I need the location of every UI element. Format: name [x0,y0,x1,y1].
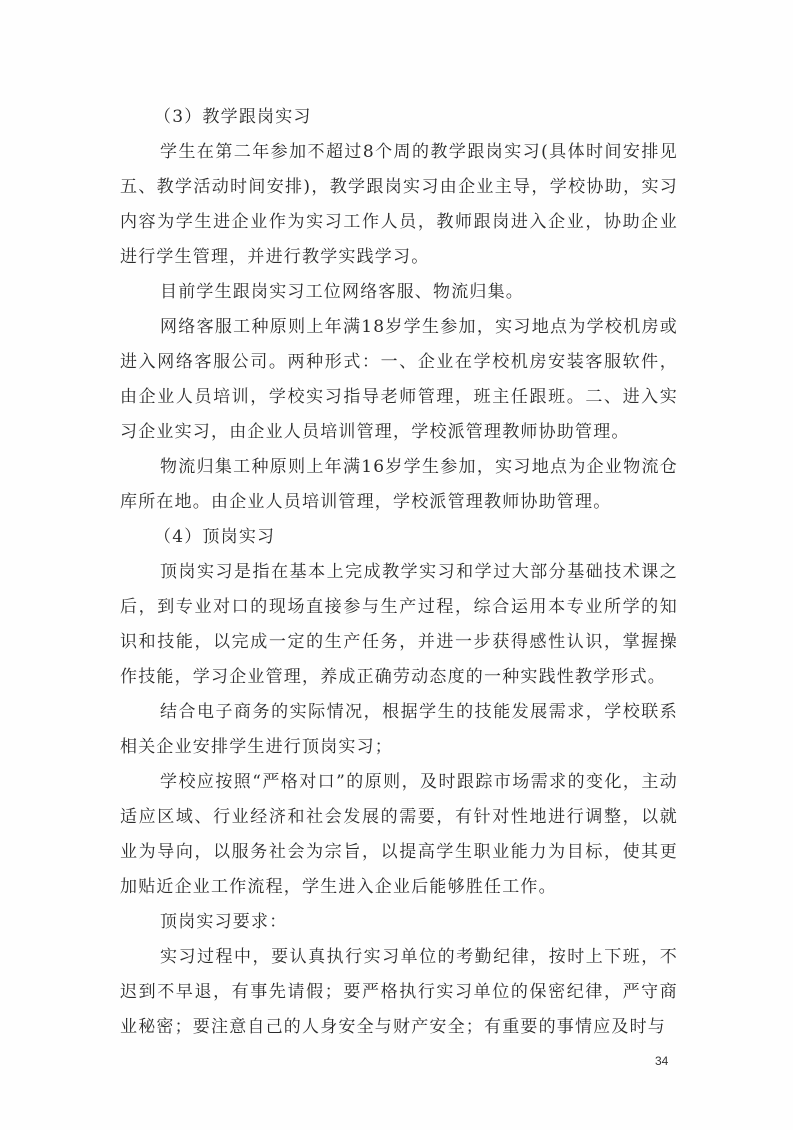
section-heading-teaching-internship: （3）教学跟岗实习 [154,107,312,127]
paragraph: 物流归集工种原则上年满16岁学生参加，实习地点为企业物流仓库所在地。由企业人员培训管理，学校派管理教师协助管理。 [120,457,678,512]
paragraph: 学校应按照“严格对口”的原则，及时跟踪市场需求的变化，主动适应区域、行业经济和社会发展的需要，有针对性地进行调整，以就业为导向，以服务社会为宗旨，以提高学生职业能力为目标，使其更加贴近企业工作流程，学生进入企业后能够胜任工作。 [120,772,678,897]
paragraph: 学生在第二年参加不超过8个周的教学跟岗实习(具体时间安排见五、教学活动时间安排)，教学跟岗实习由企业主导，学校协助，实习内容为学生进企业作为实习工作人员，教师跟岗进入企业，协助企业进行学生管理，并进行教学实践学习。 [120,142,678,267]
page-number: 34 [655,1054,669,1068]
section-heading-placement-internship: （4）顶岗实习 [154,527,276,547]
paragraph: 网络客服工种原则上年满18岁学生参加，实习地点为学校机房或进入网络客服公司。两种形式：一、企业在学校机房安装客服软件，由企业人员培训，学校实习指导老师管理，班主任跟班。二、进入实习企业实习，由企业人员培训管理，学校派管理教师协助管理。 [120,317,678,442]
paragraph: 顶岗实习要求： [160,912,288,932]
paragraph: 实习过程中，要认真执行实习单位的考勤纪律，按时上下班，不迟到不早退，有事先请假；要严格执行实习单位的保密纪律，严守商业秘密；要注意自己的人身安全与财产安全；有重要的事情应及时与 [120,947,678,1037]
paragraph: 顶岗实习是指在基本上完成教学实习和学过大部分基础技术课之后，到专业对口的现场直接参与生产过程，综合运用本专业所学的知识和技能，以完成一定的生产任务，并进一步获得感性认识，掌握操作技能，学习企业管理，养成正确劳动态度的一种实践性教学形式。 [120,562,678,687]
document-body [120,100,678,1045]
paragraph: 目前学生跟岗实习工位网络客服、物流归集。 [160,282,524,302]
paragraph: 结合电子商务的实际情况，根据学生的技能发展需求，学校联系相关企业安排学生进行顶岗实习； [120,702,678,757]
